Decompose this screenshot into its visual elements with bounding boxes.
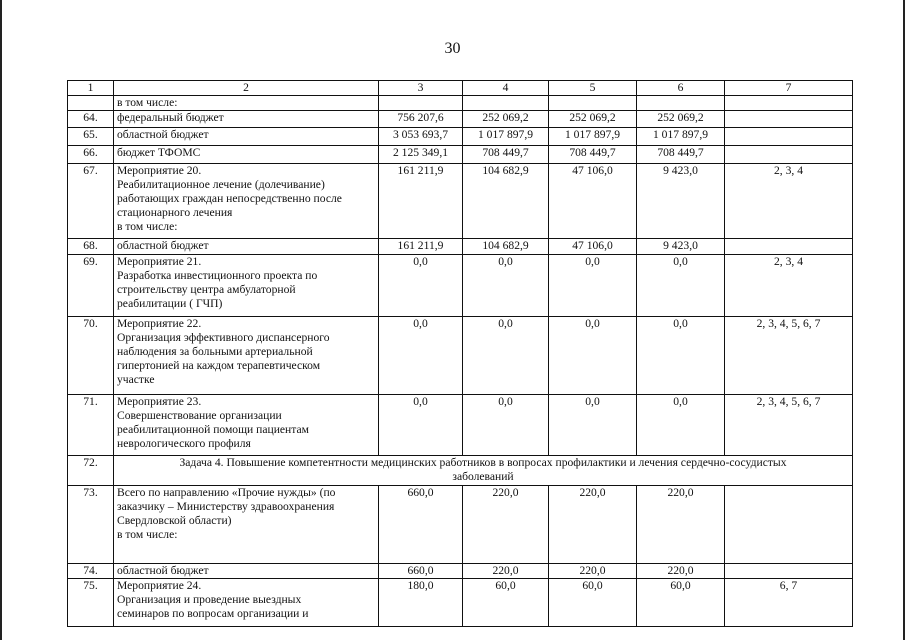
amount-cell-v3	[379, 96, 463, 111]
item-name-cell	[114, 96, 379, 111]
item-name-line: в том числе:	[117, 528, 178, 541]
amount-cell-v3: 3 053 693,7	[379, 128, 463, 146]
amount-cell-v6: 0,0	[637, 255, 725, 317]
amount-cell-v6	[637, 96, 725, 111]
scan-edge-left	[0, 0, 2, 640]
amount-cell-v4: 104 682,9	[463, 239, 549, 255]
amount-cell-v5: 0,0	[549, 255, 637, 317]
table-row	[68, 317, 853, 395]
item-name-line: Мероприятие 21.	[117, 255, 202, 268]
target-indicators-cell	[725, 111, 853, 128]
target-indicators-cell	[725, 96, 853, 111]
amount-cell-v4: 0,0	[463, 317, 549, 395]
table-row	[68, 146, 853, 164]
row-number-cell	[68, 96, 114, 111]
amount-cell-v6: 252 069,2	[637, 111, 725, 128]
amount-cell-v3: 2 125 349,1	[379, 146, 463, 164]
amount-cell-v3: 0,0	[379, 255, 463, 317]
item-name-line: наблюдения за больными артериальной	[117, 345, 313, 358]
item-name-cell	[114, 111, 379, 128]
item-name-line: бюджет ТФОМС	[117, 146, 201, 159]
target-indicators-cell	[725, 128, 853, 146]
table-row	[68, 486, 853, 564]
header-cell: 7	[725, 81, 853, 96]
amount-cell-v3: 161 211,9	[379, 164, 463, 239]
item-name-line: стационарного лечения	[117, 206, 233, 219]
row-number-cell: 75.	[68, 579, 114, 627]
item-name-cell	[114, 146, 379, 164]
amount-cell-v3: 756 207,6	[379, 111, 463, 128]
amount-cell-v4: 104 682,9	[463, 164, 549, 239]
item-name-line: федеральный бюджет	[117, 111, 224, 124]
amount-cell-v6: 1 017 897,9	[637, 128, 725, 146]
amount-cell-v5: 0,0	[549, 317, 637, 395]
item-name-line: Реабилитационное лечение (долечивание)	[117, 178, 325, 191]
amount-cell-v6: 9 423,0	[637, 164, 725, 239]
item-name-line: неврологического профиля	[117, 437, 251, 450]
table-row	[68, 164, 853, 239]
header-cell: 4	[463, 81, 549, 96]
target-indicators-cell: 2, 3, 4, 5, 6, 7	[725, 395, 853, 456]
table-body	[68, 81, 853, 627]
header-cell: 6	[637, 81, 725, 96]
task-cell	[114, 456, 853, 486]
amount-cell-v5: 47 106,0	[549, 239, 637, 255]
amount-cell-v3: 0,0	[379, 395, 463, 456]
page-number: 30	[444, 40, 461, 57]
item-name-line: Мероприятие 24.	[117, 579, 202, 592]
row-number-cell: 72.	[68, 456, 114, 486]
amount-cell-v4: 220,0	[463, 564, 549, 579]
amount-cell-v5	[549, 96, 637, 111]
item-name-cell	[114, 239, 379, 255]
target-indicators-cell	[725, 486, 853, 564]
task-text-line: заболеваний	[452, 470, 514, 483]
header-cell: 1	[68, 81, 114, 96]
table-row	[68, 255, 853, 317]
item-name-line: областной бюджет	[117, 239, 209, 252]
amount-cell-v4	[463, 96, 549, 111]
header-cell: 5	[549, 81, 637, 96]
row-number-cell: 71.	[68, 395, 114, 456]
amount-cell-v3: 0,0	[379, 317, 463, 395]
item-name-line: участке	[117, 373, 155, 386]
item-name-line: в том числе:	[117, 96, 178, 109]
item-name-cell	[114, 564, 379, 579]
row-number-cell: 64.	[68, 111, 114, 128]
amount-cell-v4: 0,0	[463, 255, 549, 317]
item-name-cell	[114, 317, 379, 395]
item-name-line: Свердловской области)	[117, 514, 232, 527]
table-row	[68, 456, 853, 486]
item-name-line: Мероприятие 23.	[117, 395, 202, 408]
header-cell: 3	[379, 81, 463, 96]
row-number-cell: 70.	[68, 317, 114, 395]
row-number-cell: 73.	[68, 486, 114, 564]
target-indicators-cell: 6, 7	[725, 579, 853, 627]
amount-cell-v4: 708 449,7	[463, 146, 549, 164]
target-indicators-cell	[725, 564, 853, 579]
item-name-line: Организация и проведение выездных	[117, 593, 302, 606]
amount-cell-v4: 1 017 897,9	[463, 128, 549, 146]
amount-cell-v6: 0,0	[637, 395, 725, 456]
amount-cell-v5: 47 106,0	[549, 164, 637, 239]
item-name-cell	[114, 164, 379, 239]
amount-cell-v6: 220,0	[637, 564, 725, 579]
target-indicators-cell	[725, 146, 853, 164]
item-name-cell	[114, 255, 379, 317]
item-name-line: строительству центра амбулаторной	[117, 283, 296, 296]
item-name-line: реабилитационной помощи пациентам	[117, 423, 309, 436]
amount-cell-v5: 220,0	[549, 564, 637, 579]
item-name-line: гипертонией на каждом терапевтическом	[117, 359, 321, 372]
row-number-cell: 68.	[68, 239, 114, 255]
row-number-cell: 65.	[68, 128, 114, 146]
table-row	[68, 564, 853, 579]
row-number-cell: 67.	[68, 164, 114, 239]
amount-cell-v4: 0,0	[463, 395, 549, 456]
item-name-line: заказчику – Министерству здравоохранения	[117, 500, 335, 513]
amount-cell-v6: 220,0	[637, 486, 725, 564]
amount-cell-v3: 660,0	[379, 486, 463, 564]
target-indicators-cell: 2, 3, 4	[725, 255, 853, 317]
amount-cell-v6: 0,0	[637, 317, 725, 395]
item-name-line: работающих граждан непосредственно после	[117, 192, 342, 205]
amount-cell-v6: 60,0	[637, 579, 725, 627]
amount-cell-v6: 9 423,0	[637, 239, 725, 255]
row-number-cell: 69.	[68, 255, 114, 317]
item-name-cell	[114, 579, 379, 627]
amount-cell-v5: 708 449,7	[549, 146, 637, 164]
table-row	[68, 111, 853, 128]
amount-cell-v5: 220,0	[549, 486, 637, 564]
item-name-line: Мероприятие 20.	[117, 164, 202, 177]
item-name-line: семинаров по вопросам организации и	[117, 607, 309, 620]
item-name-line: Мероприятие 22.	[117, 317, 202, 330]
target-indicators-cell	[725, 239, 853, 255]
row-number-cell: 74.	[68, 564, 114, 579]
amount-cell-v5: 0,0	[549, 395, 637, 456]
table-row	[68, 239, 853, 255]
item-name-cell	[114, 128, 379, 146]
item-name-line: областной бюджет	[117, 128, 209, 141]
amount-cell-v5: 1 017 897,9	[549, 128, 637, 146]
target-indicators-cell: 2, 3, 4, 5, 6, 7	[725, 317, 853, 395]
item-name-line: Разработка инвестиционного проекта по	[117, 269, 318, 282]
table-row	[68, 579, 853, 627]
target-indicators-cell: 2, 3, 4	[725, 164, 853, 239]
item-name-line: Всего по направлению «Прочие нужды» (по	[117, 486, 336, 499]
amount-cell-v4: 252 069,2	[463, 111, 549, 128]
table-row	[68, 395, 853, 456]
amount-cell-v3: 660,0	[379, 564, 463, 579]
table-row	[68, 128, 853, 146]
header-row	[68, 81, 853, 96]
budget-table	[67, 80, 853, 627]
item-name-line: реабилитации ( ГЧП)	[117, 297, 223, 310]
amount-cell-v4: 220,0	[463, 486, 549, 564]
table-row	[68, 96, 853, 111]
amount-cell-v5: 60,0	[549, 579, 637, 627]
amount-cell-v6: 708 449,7	[637, 146, 725, 164]
amount-cell-v3: 161 211,9	[379, 239, 463, 255]
task-text-line: Задача 4. Повышение компетентности медицинских работников в вопросах профилактики и лечения сердечно-сосудистых	[179, 456, 787, 469]
amount-cell-v5: 252 069,2	[549, 111, 637, 128]
item-name-line: Совершенствование организации	[117, 409, 282, 422]
row-number-cell: 66.	[68, 146, 114, 164]
header-cell: 2	[114, 81, 379, 96]
item-name-cell	[114, 486, 379, 564]
item-name-cell	[114, 395, 379, 456]
item-name-line: Организация эффективного диспансерного	[117, 331, 330, 344]
amount-cell-v3: 180,0	[379, 579, 463, 627]
item-name-line: областной бюджет	[117, 564, 209, 577]
amount-cell-v4: 60,0	[463, 579, 549, 627]
item-name-line: в том числе:	[117, 220, 178, 233]
